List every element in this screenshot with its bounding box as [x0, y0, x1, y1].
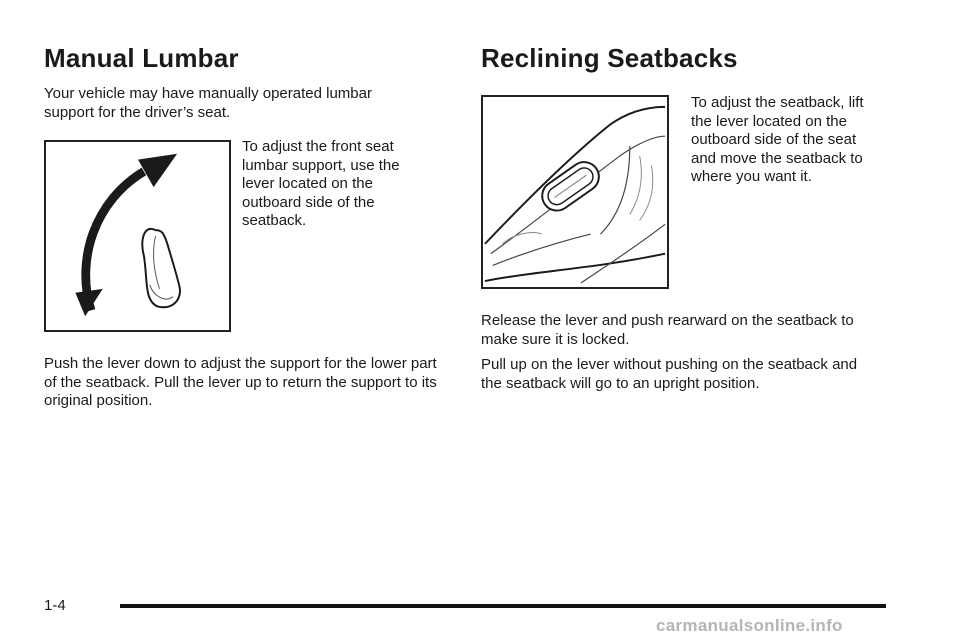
lever-handle-icon	[142, 229, 180, 307]
seatback-figure-caption: To adjust the seatback, lift the lever located on the outboard side of the seat and move the seatback to where you want it.	[691, 94, 864, 185]
lumbar-lever-illustration	[44, 140, 231, 332]
manual-lumbar-intro: Your vehicle may have manually operated lumbar support for the driver’s seat.	[44, 85, 372, 121]
curved-arrow-icon	[86, 171, 144, 310]
arrow-head-up-icon	[138, 154, 177, 187]
lumbar-figure-caption: To adjust the front seat lumbar support, use the lever located on the outboard side of the seatback.	[242, 138, 400, 229]
lumbar-lever-diagram	[46, 142, 229, 330]
page-number: 1-4	[44, 597, 66, 614]
seatback-lever-illustration	[481, 95, 669, 289]
manual-lumbar-body: Push the lever down to adjust the support for the lower part of the seatback. Pull the lever up to return the support to its original position.	[44, 355, 437, 409]
reclining-seatbacks-title: Reclining Seatbacks	[481, 43, 738, 73]
recline-lever-icon	[536, 156, 604, 216]
watermark-logo: carmanualsonline.info	[656, 616, 843, 635]
seatback-para-lock: Release the lever and push rearward on the seatback to make sure it is locked.	[481, 312, 854, 348]
seatback-lever-diagram	[483, 97, 667, 287]
manual-lumbar-title: Manual Lumbar	[44, 43, 239, 73]
arrow-head-down-icon	[75, 289, 102, 316]
footer-divider	[120, 604, 886, 608]
seatback-para-upright: Pull up on the lever without pushing on the seatback and the seatback will go to an upright position.	[481, 356, 858, 392]
